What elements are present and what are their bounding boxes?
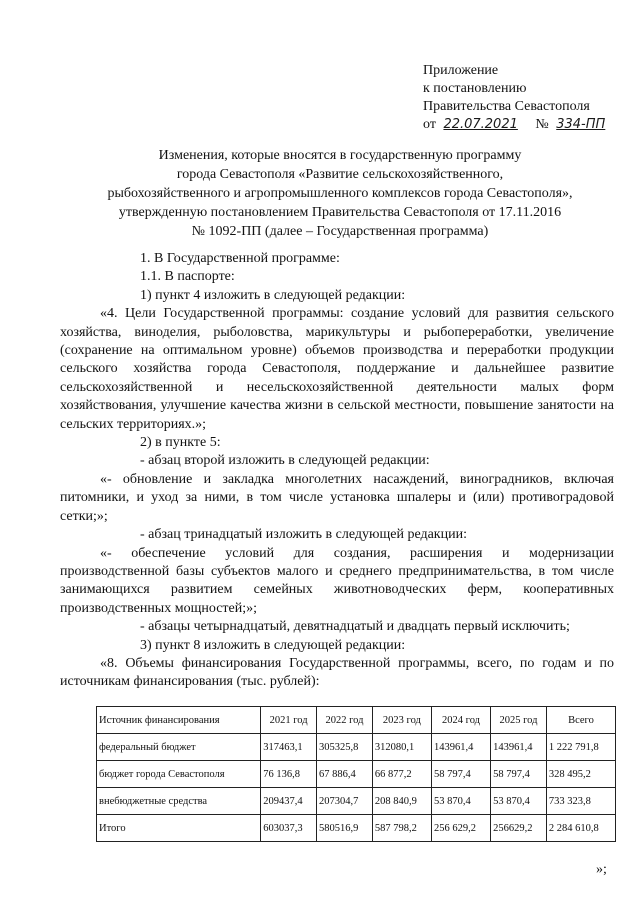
table-row <box>97 761 616 788</box>
financing-table <box>96 706 616 842</box>
table-cell: 580516,9 <box>317 815 373 842</box>
closing-quote: »; <box>596 862 607 877</box>
paragraph-9: «- обеспечение условий для создания, расширения и модернизации производственной базы субъектов малого и среднего предпринимательства, в том числе занимающихся развитием семейных животноводческих ферм, кооперативных производственных мощностей;»; <box>60 545 614 616</box>
table-cell: 58 797,4 <box>431 761 490 788</box>
paragraph-goals: «4. Цели Государственной программы: создание условий для развития сельского хозяйства, виноделия, рыболовства, марикультуры и рыбопереработки, увеличение (сохранение на оптимальном уровне) объемов производства и переработки продукции сельского хозяйства города Севастополя, поддержание и дальнейшее развитие сельскохозяйственной и несельскохозяйственной деятельности малых форм хозяйствования, улучшение качества жизни в сельской местности, повышение занятости на сельских территориях.»; <box>60 306 614 432</box>
table-cell: 208 840,9 <box>372 788 431 815</box>
table-cell: 58 797,4 <box>491 761 547 788</box>
table-cell: Итого <box>97 815 261 842</box>
table-cell: 1 222 791,8 <box>546 734 615 761</box>
table-cell: 207304,7 <box>317 788 373 815</box>
title-line-3: рыбохозяйственного и агропромышленного комплексов города Севастополя», <box>107 186 573 201</box>
table-cell: 733 323,8 <box>546 788 615 815</box>
document-body <box>60 250 614 692</box>
header-2021: 2021 год <box>261 707 317 734</box>
table-cell: 143961,4 <box>491 734 547 761</box>
table-cell: 256629,2 <box>491 815 547 842</box>
table-cell: бюджет города Севастополя <box>97 761 261 788</box>
paragraph-5: 2) в пункте 5: <box>140 435 221 451</box>
handwritten-number: 334-ПП <box>556 117 606 132</box>
document-title <box>70 146 610 241</box>
table-cell: федеральный бюджет <box>97 734 261 761</box>
title-line-5: № 1092-ПП (далее – Государственная программа) <box>191 224 489 239</box>
table-cell: 53 870,4 <box>491 788 547 815</box>
title-line-2: города Севастополя «Развитие сельскохозяйственного, <box>176 167 504 182</box>
appendix-line-2: к постановлению <box>423 81 527 96</box>
number-prefix: № <box>535 117 549 132</box>
table-cell: 2 284 610,8 <box>546 815 615 842</box>
paragraph-1: 1. В Государственной программе: <box>140 251 340 266</box>
table-cell: 603037,3 <box>261 815 317 842</box>
table-header-row <box>97 707 616 734</box>
table-row <box>97 815 616 842</box>
header-2022: 2022 год <box>317 707 373 734</box>
title-line-4: утвержденную постановлением Правительства Севастополя от 17.11.2016 <box>118 205 562 220</box>
table-cell: 53 870,4 <box>431 788 490 815</box>
paragraph-2: 1.1. В паспорте: <box>140 269 235 285</box>
header-total: Всего <box>546 707 615 734</box>
table-cell: 143961,4 <box>431 734 490 761</box>
table-cell: 256 629,2 <box>431 815 490 842</box>
appendix-date-number <box>423 116 605 134</box>
appendix-line-1: Приложение <box>423 63 499 78</box>
paragraph-10: - абзацы четырнадцатый, девятнадцатый и двадцать первый исключить; <box>140 619 570 635</box>
appendix-line-3: Правительства Севастополя <box>423 99 590 114</box>
table-cell: 317463,1 <box>261 734 317 761</box>
table-cell: 76 136,8 <box>261 761 317 788</box>
table-cell: 66 877,2 <box>372 761 431 788</box>
from-prefix: от <box>423 117 436 132</box>
paragraph-3: 1) пункт 4 изложить в следующей редакции: <box>140 287 406 303</box>
paragraph-11: 3) пункт 8 изложить в следующей редакции: <box>140 637 406 653</box>
paragraph-6: - абзац второй изложить в следующей редакции: <box>140 453 430 469</box>
paragraph-8: - абзац тринадцатый изложить в следующей редакции: <box>140 527 467 543</box>
table-cell: 587 798,2 <box>372 815 431 842</box>
table-cell: 209437,4 <box>261 788 317 815</box>
paragraph-12: «8. Объемы финансирования Государственной программы, всего, по годам и по источникам финансирования (тыс. рублей): <box>60 655 614 690</box>
paragraph-7: «- обновление и закладка многолетних насаждений, виноградников, включая питомники, и уход за ними, в том числе установка шпалеры и (или) противоградовой сетки;»; <box>60 471 614 524</box>
title-line-1: Изменения, которые вносятся в государственную программу <box>158 148 522 163</box>
table-cell: внебюджетные средства <box>97 788 261 815</box>
table-row <box>97 788 616 815</box>
header-source: Источник финансирования <box>97 707 261 734</box>
table-cell: 305325,8 <box>317 734 373 761</box>
table-cell: 312080,1 <box>372 734 431 761</box>
table-cell: 328 495,2 <box>546 761 615 788</box>
header-2023: 2023 год <box>372 707 431 734</box>
table-cell: 67 886,4 <box>317 761 373 788</box>
header-2024: 2024 год <box>431 707 490 734</box>
header-2025: 2025 год <box>491 707 547 734</box>
table-row <box>97 734 616 761</box>
handwritten-date: 22.07.2021 <box>443 117 518 132</box>
appendix-block <box>423 62 605 134</box>
